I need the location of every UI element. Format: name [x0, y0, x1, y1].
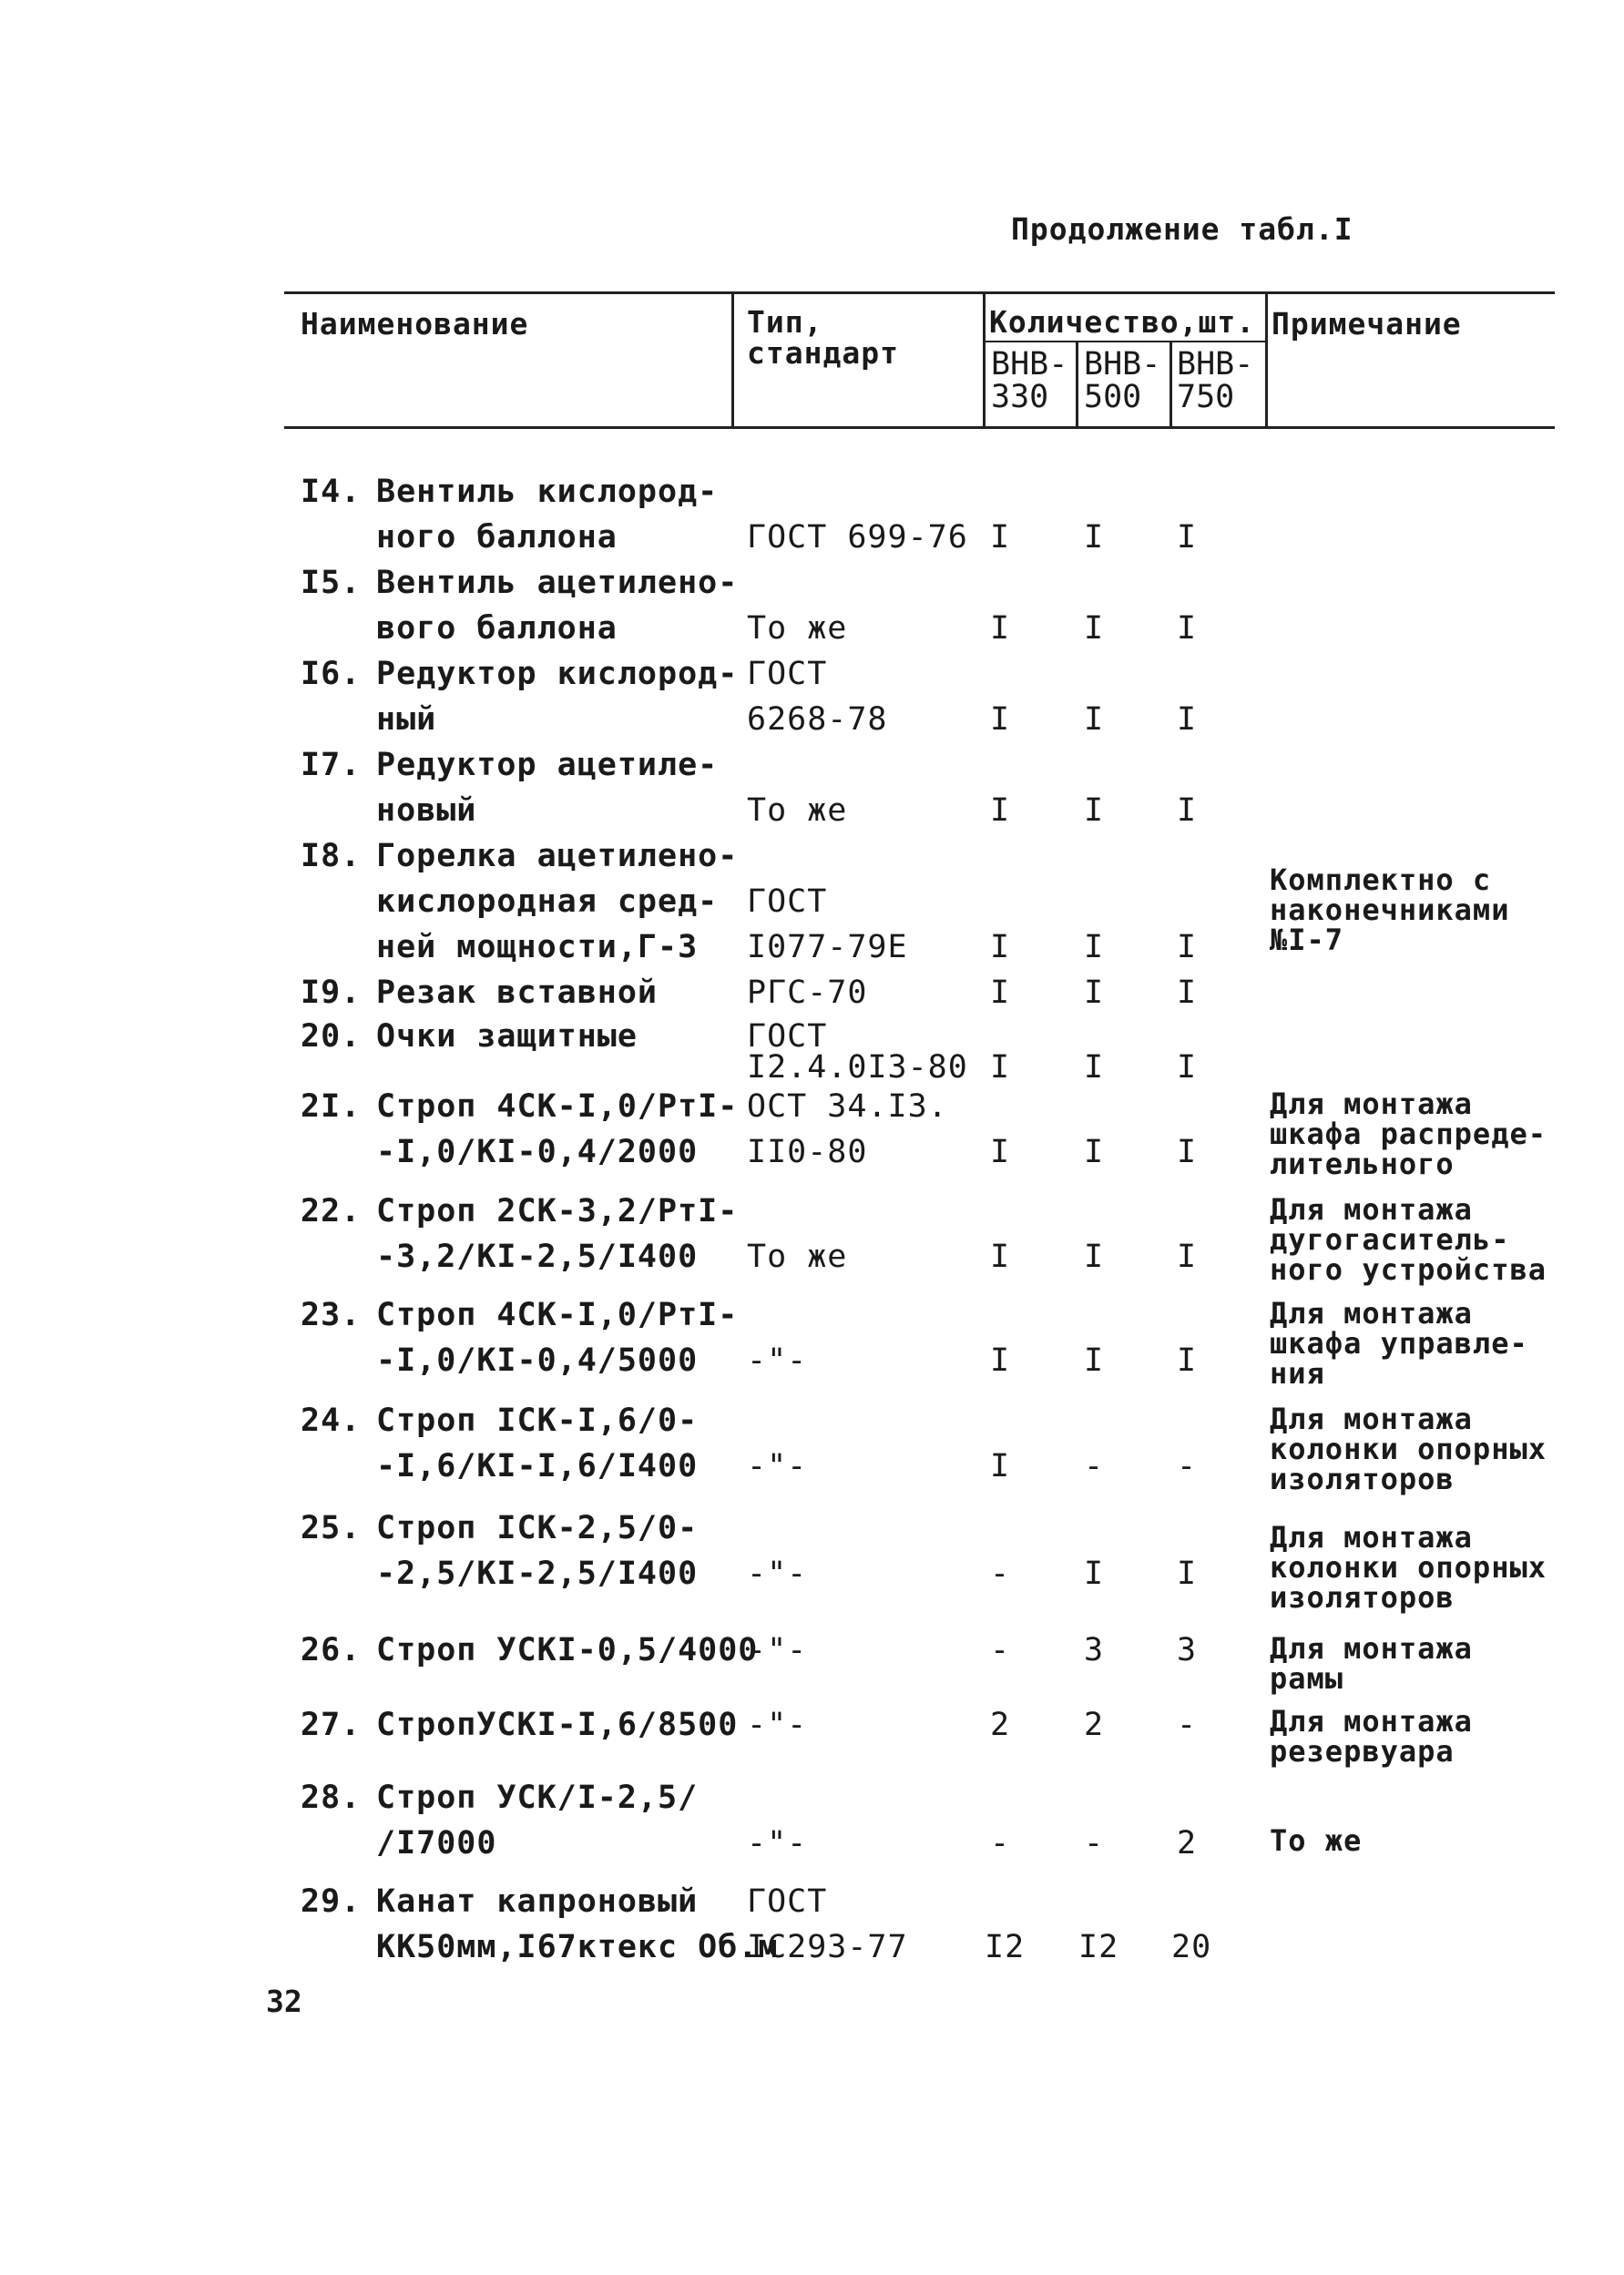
row-note-line: колонки опорных [1270, 1550, 1547, 1585]
row-note-line: шкафа распреде- [1270, 1117, 1547, 1151]
row-note-line: изоляторов [1270, 1580, 1455, 1615]
row-name-line: Редуктор кислород- [376, 656, 739, 692]
row-qty-500: I [1084, 610, 1105, 647]
row-type-line: -"- [747, 1825, 808, 1862]
table-top-rule [284, 291, 1555, 294]
row-name-line: Очки защитные [376, 1018, 638, 1055]
row-note-line: шкафа управле- [1270, 1326, 1528, 1361]
row-qty-330: I [990, 1342, 1011, 1379]
row-qty-500: - [1084, 1825, 1105, 1862]
row-qty-500: I [1084, 1342, 1105, 1379]
row-qty-500: I2 [1078, 1929, 1119, 1965]
col-divider-type [731, 291, 734, 428]
row-name-line: вого баллона [376, 610, 618, 647]
row-qty-750: I [1177, 974, 1198, 1011]
row-name-line: ней мощности,Г-3 [376, 929, 699, 965]
row-number: 28. [301, 1780, 362, 1816]
row-name-line: -3,2/КI-2,5/I400 [376, 1239, 699, 1275]
row-type-line: IС293-77 [747, 1929, 908, 1965]
row-name-line: СтропУСКI-I,6/8500 [376, 1707, 739, 1743]
row-number: 2I. [301, 1088, 362, 1125]
row-type-line: ОСТ 34.I3. [747, 1088, 948, 1125]
row-number: 25. [301, 1510, 362, 1546]
row-name-line: Канат капроновый [376, 1883, 699, 1920]
row-qty-750: - [1177, 1448, 1198, 1484]
row-qty-330: - [990, 1556, 1011, 1592]
header-type-line2: стандарт [747, 335, 899, 371]
row-number: 24. [301, 1403, 362, 1439]
row-qty-330: I [990, 1134, 1011, 1170]
row-name-line: Строп IСК-I,6/0- [376, 1403, 699, 1439]
row-note-line: ного устройства [1270, 1252, 1547, 1287]
qty-subheader-rule [983, 341, 1267, 342]
row-qty-330: I [990, 974, 1011, 1011]
row-qty-750: I [1177, 1556, 1198, 1592]
row-number: I5. [301, 565, 362, 601]
row-qty-330: 2 [990, 1707, 1011, 1743]
row-note-line: Для монтажа [1270, 1086, 1473, 1121]
row-qty-330: I [990, 610, 1011, 647]
row-name-line: -I,0/КI-0,4/2000 [376, 1134, 699, 1170]
row-qty-330: I [990, 929, 1011, 965]
header-note: Примечание [1272, 306, 1462, 342]
row-note-line: колонки опорных [1270, 1432, 1547, 1466]
row-name-line: -I,0/КI-0,4/5000 [376, 1342, 699, 1379]
row-qty-750: I [1177, 1049, 1198, 1086]
row-qty-750: 3 [1177, 1632, 1198, 1668]
col-divider-m500 [1076, 342, 1078, 428]
row-qty-330: I [990, 701, 1011, 738]
row-note-line: Для монтажа [1270, 1631, 1473, 1666]
row-note-line: Для монтажа [1270, 1296, 1473, 1331]
row-qty-500: I [1084, 1134, 1105, 1170]
row-name-line: Вентиль ацетилено- [376, 565, 739, 601]
row-note-line: дугогаситель- [1270, 1222, 1510, 1257]
row-qty-330: I2 [985, 1929, 1026, 1965]
row-name-line: Строп 4СК-I,0/РтI- [376, 1297, 739, 1333]
row-name-line: кислородная сред- [376, 883, 719, 920]
row-number: I7. [301, 747, 362, 783]
row-note-line: Комплектно с [1270, 862, 1492, 897]
header-type-line1: Тип, [747, 304, 823, 340]
row-qty-750: I [1177, 929, 1198, 965]
row-qty-330: I [990, 1448, 1011, 1484]
row-name-line: Строп IСК-2,5/0- [376, 1510, 699, 1546]
col-divider-note [1265, 291, 1268, 428]
header-model-500-line1: ВНВ- [1084, 346, 1161, 383]
row-type-line: РГС-70 [747, 974, 868, 1011]
row-name-line: /I7000 [376, 1825, 497, 1862]
row-number: 23. [301, 1297, 362, 1333]
col-divider-m750 [1169, 342, 1172, 428]
col-divider-qty [983, 291, 986, 428]
row-qty-500: I [1084, 701, 1105, 738]
row-note-line: ния [1270, 1356, 1325, 1391]
row-name-line: Строп 4СК-I,0/РтI- [376, 1088, 739, 1125]
row-note-line: лительного [1270, 1147, 1455, 1181]
row-note-line: Для монтажа [1270, 1402, 1473, 1436]
row-type-line: ГОСТ [747, 1883, 828, 1920]
row-note-line: наконечниками [1270, 893, 1510, 927]
row-name-line: -2,5/КI-2,5/I400 [376, 1556, 699, 1592]
header-name: Наименование [301, 306, 529, 342]
row-name-line: ный [376, 701, 437, 738]
row-note-line: Для монтажа [1270, 1704, 1473, 1739]
row-qty-500: - [1084, 1448, 1105, 1484]
row-name-line: -I,6/КI-I,6/I400 [376, 1448, 699, 1484]
row-qty-750: I [1177, 519, 1198, 556]
row-qty-750: I [1177, 792, 1198, 829]
row-qty-750: 2 [1177, 1825, 1198, 1862]
row-qty-750: I [1177, 1239, 1198, 1275]
row-note-line: изоляторов [1270, 1462, 1455, 1496]
row-qty-750: - [1177, 1707, 1198, 1743]
row-qty-500: 3 [1084, 1632, 1105, 1668]
row-qty-750: I [1177, 701, 1198, 738]
row-qty-500: I [1084, 519, 1105, 556]
row-type-line: -"- [747, 1707, 808, 1743]
row-qty-330: - [990, 1825, 1011, 1862]
header-model-750-line2: 750 [1177, 379, 1235, 415]
row-name-line: Резак вставной [376, 974, 659, 1011]
row-name-line: Редуктор ацетиле- [376, 747, 719, 783]
row-number: I9. [301, 974, 362, 1011]
row-qty-330: - [990, 1632, 1011, 1668]
row-name-line: Вентиль кислород- [376, 474, 719, 510]
row-qty-500: 2 [1084, 1707, 1105, 1743]
row-qty-500: I [1084, 929, 1105, 965]
row-note-line: №I-7 [1270, 923, 1344, 957]
row-qty-500: I [1084, 1049, 1105, 1086]
row-note-line: рамы [1270, 1661, 1344, 1696]
row-type-line: -"- [747, 1342, 808, 1379]
row-number: 22. [301, 1193, 362, 1229]
row-type-line: I2.4.0I3-80 [747, 1049, 968, 1086]
row-type-line: То же [747, 792, 848, 829]
row-name-line: Строп 2СК-3,2/РтI- [376, 1193, 739, 1229]
header-model-330-line1: ВНВ- [991, 346, 1068, 383]
row-number: I8. [301, 838, 362, 874]
row-type-line: I077-79Е [747, 929, 908, 965]
header-model-330-line2: 330 [991, 379, 1049, 415]
row-number: I4. [301, 474, 362, 510]
row-type-line: ГОСТ [747, 883, 828, 920]
row-type-line: II0-80 [747, 1134, 868, 1170]
page-number: 32 [266, 1984, 302, 2019]
row-type-line: -"- [747, 1448, 808, 1484]
row-qty-750: I [1177, 610, 1198, 647]
row-type-line: ГОСТ 699-76 [747, 519, 968, 556]
row-qty-500: I [1084, 974, 1105, 1011]
table-header-bottom-rule [284, 426, 1555, 429]
row-qty-500: I [1084, 1556, 1105, 1592]
header-model-500-line2: 500 [1084, 379, 1142, 415]
row-qty-750: 20 [1171, 1929, 1212, 1965]
row-qty-500: I [1084, 792, 1105, 829]
row-type-line: ГОСТ [747, 1018, 828, 1055]
row-type-line: То же [747, 610, 848, 647]
row-type-line: ГОСТ [747, 656, 828, 692]
row-name-line: Строп УСК/I-2,5/ [376, 1780, 699, 1816]
row-name-line: Строп УСКI-0,5/4000 [376, 1632, 759, 1668]
row-note-line: Для монтажа [1270, 1520, 1473, 1555]
row-qty-330: I [990, 792, 1011, 829]
row-number: 27. [301, 1707, 362, 1743]
row-qty-500: I [1084, 1239, 1105, 1275]
row-name-line: новый [376, 792, 477, 829]
row-name-line: КК50мм,I67ктекс Об.м [376, 1929, 779, 1965]
row-qty-750: I [1177, 1342, 1198, 1379]
row-type-line: -"- [747, 1556, 808, 1592]
row-type-line: 6268-78 [747, 701, 888, 738]
row-qty-330: I [990, 1239, 1011, 1275]
row-type-line: -"- [747, 1632, 808, 1668]
row-type-line: То же [747, 1239, 848, 1275]
row-number: 29. [301, 1883, 362, 1920]
row-number: 26. [301, 1632, 362, 1668]
row-note-line: резервуара [1270, 1734, 1455, 1769]
row-name-line: ного баллона [376, 519, 618, 556]
table-caption: Продолжение табл.I [1011, 211, 1353, 247]
row-qty-750: I [1177, 1134, 1198, 1170]
row-name-line: Горелка ацетилено- [376, 838, 739, 874]
row-qty-330: I [990, 519, 1011, 556]
row-qty-330: I [990, 1049, 1011, 1086]
row-number: I6. [301, 656, 362, 692]
header-model-750-line1: ВНВ- [1177, 346, 1254, 383]
row-note-line: То же [1270, 1823, 1363, 1858]
row-number: 20. [301, 1018, 362, 1055]
row-note-line: Для монтажа [1270, 1192, 1473, 1227]
header-qty: Количество,шт. [989, 304, 1256, 340]
